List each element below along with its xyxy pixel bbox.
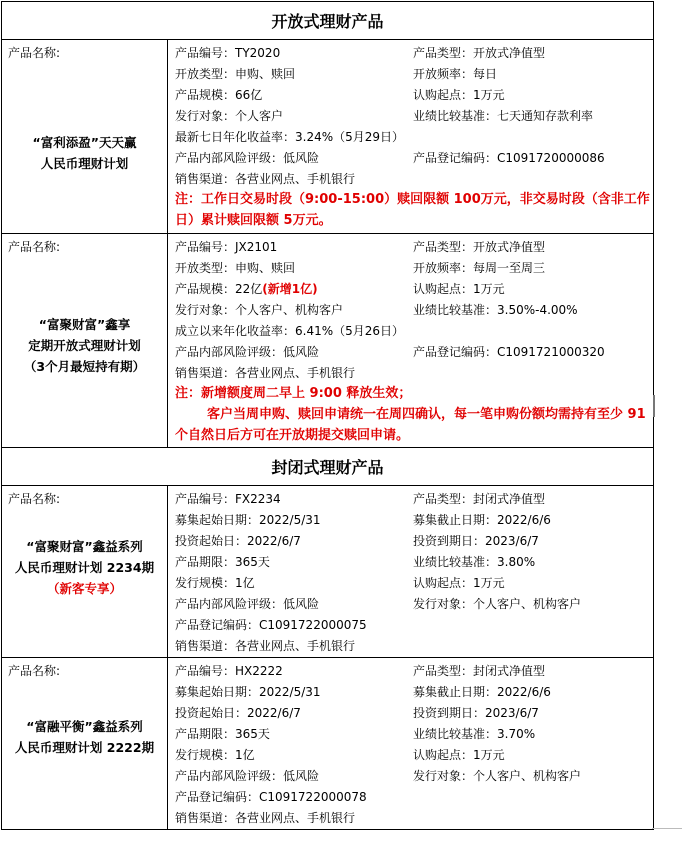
raise-start-date: 募集起始日期：2022/5/31: [175, 685, 321, 699]
product-name-cell: [2, 40, 168, 233]
issue-target: 发行对象：个人客户: [175, 109, 284, 123]
product-type: 产品类型：封闭式净值型: [413, 664, 546, 678]
sales-channel: 销售渠道：各营业网点、手机银行: [175, 172, 356, 186]
product-name: “富融平衡”鑫益系列 人民币理财计划 2222期: [14, 719, 155, 755]
benchmark: 业绩比较基准：3.50%-4.00%: [413, 303, 578, 317]
min-purchase: 认购起点：1万元: [413, 748, 505, 762]
sales-channel: 销售渠道：各营业网点、手机银行: [175, 639, 356, 653]
invest-start-date: 投资起始日：2022/6/7: [175, 706, 301, 720]
issue-scale: 发行规模：1亿: [175, 576, 255, 590]
registration-code: 产品登记编码：C1091722000075: [175, 618, 367, 632]
product-type: 产品类型：开放式净值型: [413, 46, 546, 60]
product-code: 产品编号：TY2020: [175, 46, 281, 60]
product-row: [2, 486, 653, 658]
scrollbar-marker[interactable]: [653, 395, 655, 417]
product-details: [168, 234, 653, 447]
risk-rating: 产品内部风险评级：低风险: [175, 597, 320, 611]
product-name-cell: [2, 234, 168, 447]
open-section-title: 开放式理财产品: [2, 2, 653, 40]
registration-code: 产品登记编码：C1091721000320: [413, 345, 605, 359]
product-name-label: 产品名称:: [8, 492, 61, 506]
product-type: 产品类型：封闭式净值型: [413, 492, 546, 506]
product-name-label: 产品名称:: [8, 664, 61, 678]
product-details: [168, 40, 653, 233]
invest-start-date: 投资起始日：2022/6/7: [175, 534, 301, 548]
invest-end-date: 投资到期日：2023/6/7: [413, 706, 539, 720]
issue-scale: 发行规模：1亿: [175, 748, 255, 762]
product-term: 产品期限：365天: [175, 555, 270, 569]
scale-increase: (新增1亿): [262, 282, 318, 296]
risk-rating: 产品内部风险评级：低风险: [175, 151, 320, 165]
benchmark: 业绩比较基准：七天通知存款利率: [413, 109, 594, 123]
raise-end-date: 募集截止日期：2022/6/6: [413, 513, 551, 527]
product-code: 产品编号：FX2234: [175, 492, 281, 506]
closed-section-title: 封闭式理财产品: [2, 448, 653, 486]
yield: 最新七日年化收益率：3.24%（5月29日）: [175, 130, 405, 144]
product-type: 产品类型：开放式净值型: [413, 240, 546, 254]
product-details: [168, 486, 653, 657]
benchmark: 业绩比较基准：3.80%: [413, 555, 536, 569]
product-scale: 产品规模：22亿: [175, 282, 263, 296]
registration-code: 产品登记编码：C1091720000086: [413, 151, 605, 165]
product-code: 产品编号：HX2222: [175, 664, 283, 678]
issue-target: 发行对象：个人客户、机构客户: [175, 303, 344, 317]
product-name-label: 产品名称:: [8, 46, 61, 60]
product-code: 产品编号：JX2101: [175, 240, 278, 254]
product-name: “富聚财富”鑫享 定期开放式理财计划 （3个月最短持有期）: [23, 317, 146, 374]
product-name-cell: [2, 658, 168, 829]
product-name-label: 产品名称:: [8, 240, 61, 254]
yield: 成立以来年化收益率：6.41%（5月26日）: [175, 324, 405, 338]
product-row: [2, 658, 653, 830]
product-term: 产品期限：365天: [175, 727, 270, 741]
product-details: [168, 658, 653, 829]
product-name-cell: [2, 486, 168, 657]
issue-target: 发行对象：个人客户、机构客户: [413, 597, 582, 611]
open-type: 开放类型：申购、赎回: [175, 67, 296, 81]
raise-start-date: 募集起始日期：2022/5/31: [175, 513, 321, 527]
min-purchase: 认购起点：1万元: [413, 88, 505, 102]
benchmark: 业绩比较基准：3.70%: [413, 727, 536, 741]
registration-code: 产品登记编码：C1091722000078: [175, 790, 367, 804]
min-purchase: 认购起点：1万元: [413, 576, 505, 590]
product-name: “富聚财富”鑫益系列 人民币理财计划 2234期 （新客专享）: [2, 536, 167, 599]
sales-channel: 销售渠道：各营业网点、手机银行: [175, 811, 356, 825]
open-type: 开放类型：申购、赎回: [175, 261, 296, 275]
risk-rating: 产品内部风险评级：低风险: [175, 769, 320, 783]
product-note: 注：工作日交易时段（9:00-15:00）赎回限额 100万元，非交易时段（含非工作日）累计赎回限额 5万元。: [175, 192, 650, 228]
product-name: “富利添盈”天天赢 人民币理财计划: [32, 135, 137, 171]
product-row: [2, 40, 653, 234]
risk-rating: 产品内部风险评级：低风险: [175, 345, 320, 359]
product-note: 注：新增额度周二早上 9:00 释放生效； 客户当周申购、赎回申请统一在周四确认，每一笔申购份额均需持有至少 91 个自然日后方可在开放期提交赎回申请。: [175, 386, 646, 443]
product-row: [2, 234, 653, 448]
product-scale: 产品规模：66亿: [175, 88, 263, 102]
invest-end-date: 投资到期日：2023/6/7: [413, 534, 539, 548]
sales-channel: 销售渠道：各营业网点、手机银行: [175, 366, 356, 380]
product-table: [1, 1, 654, 830]
open-frequency: 开放频率：每周一至周三: [413, 261, 546, 275]
new-customer-badge: （新客专享）: [46, 581, 122, 596]
open-frequency: 开放频率：每日: [413, 67, 498, 81]
min-purchase: 认购起点：1万元: [413, 282, 505, 296]
page-edge-line: [652, 828, 682, 829]
raise-end-date: 募集截止日期：2022/6/6: [413, 685, 551, 699]
issue-target: 发行对象：个人客户、机构客户: [413, 769, 582, 783]
